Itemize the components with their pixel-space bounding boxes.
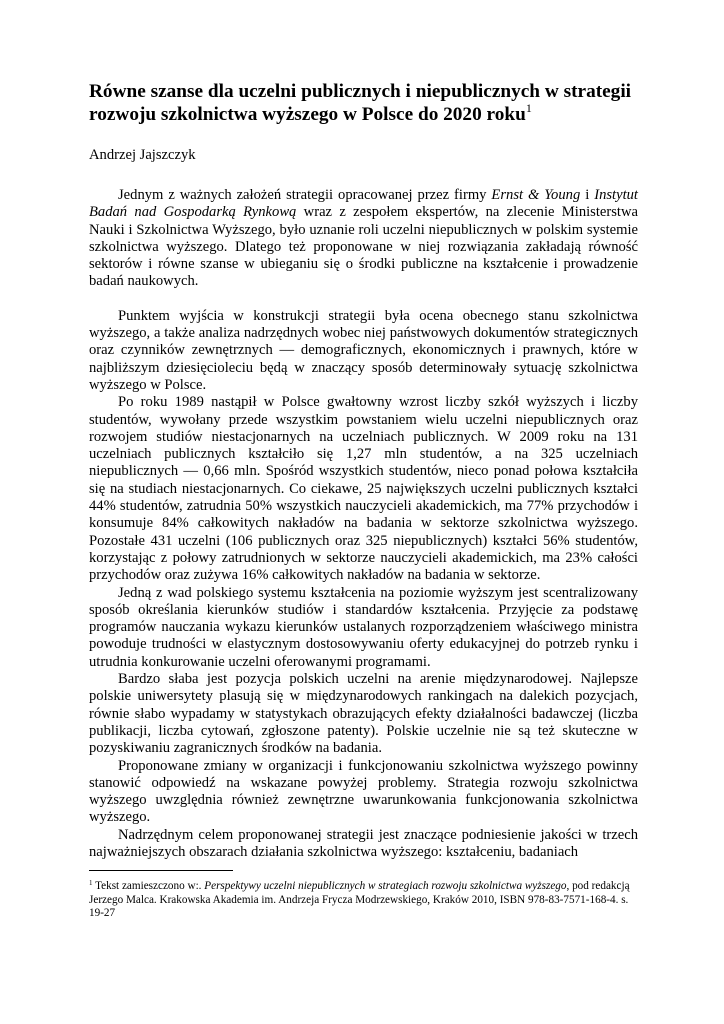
footnote-divider — [89, 870, 233, 871]
company-name: Ernst & Young — [491, 187, 581, 203]
paragraph-intro — [89, 187, 638, 291]
title-text: Równe szanse dla uczelni publicznych i niepublicznych w strategii rozwoju szkolnictwa wyższego w Polsce do 2020 roku — [89, 81, 632, 125]
page-title — [89, 80, 638, 126]
paragraph-proposed-changes: Proponowane zmiany w organizacji i funkcjonowaniu szkolnictwa wyższego powinny stanowić odpowiedź na wskazane powyżej problemy. Strategia rozwoju szkolnictwa wyższego uwzględnia również zewnętrzne uwarunkowania funkcjonowania szkolnictwa wyższego. — [89, 757, 638, 826]
paragraph-growth-statistics: Po roku 1989 nastąpił w Polsce gwałtowny wzrost liczby szkół wyższych i liczby studentów, wywołany przede wszystkim powstaniem wielu uczelni niepublicznych oraz rozwojem studiów niestacjonarnych na uczelniach publicznych. W 2009 roku na 131 uczelniach publicznych kształciło się 1,27 mln studentów, a na 325 uczelniach niepublicznych — 0,66 mln. Spośród wszystkich studentów, nieco ponad połowa kształciła się na studiach niestacjonarnych. Co ciekawe, 25 największych uczelni publicznych kształci 44% studentów, zatrudnia 50% wszystkich nauczycieli akademickich, ma 77% przychodów i konsumuje 84% całkowitych nakładów na badania w sektorze szkolnictwa wyższego. Pozostałe 431 uczelni (106 publicznych oraz 325 niepublicznych) kształci 56% studentów, korzystając z połowy zatrudnionych w sektorze nauczycieli akademickich, ma 23% całości przychodów oraz zużywa 16% całkowitych nakładów na badania w sektorze. — [89, 394, 638, 584]
paragraph-international-position: Bardzo słaba jest pozycja polskich uczelni na arenie międzynarodowej. Najlepsze polskie uniwersytety plasują się w międzynarodowych rankingach na dalekich pozycjach, równie słabo wypadamy w statystykach obrazujących efekty działalności badawczej (liczba publikacji, liczba cytowań, zgłoszone patenty). Polskie uczelnie nie są też skuteczne w pozyskiwaniu zagranicznych środków na badania. — [89, 671, 638, 757]
paragraph-text: wraz z zespołem ekspertów, na zlecenie Ministerstwa Nauki i Szkolnictwa Wyższego, było uznanie roli uczelni niepublicznych w polskim systemie szkolnictwa wyższego. Dlatego też proponowane w niej rozwiązania zakładają równość sektorów i równe szanse w ubieganiu się o środki publiczne na kształcenie i prowadzenie badań naukowych. — [89, 204, 639, 290]
paragraph-text: i — [580, 187, 595, 203]
footnote — [89, 880, 638, 921]
footnote-text: , pod redakcją Jerzego Malca. Krakowska Akademia im. Andrzeja Frycza Modrzewskiego, Kraków 2010, ISBN 978-83-7571-168-4. s. 19-27 — [89, 880, 630, 920]
footnote-book-title: Perspektywy uczelni niepublicznych w strategiach rozwoju szkolnictwa wyższego — [204, 880, 567, 892]
paragraph-centralization: Jedną z wad polskiego systemu kształcenia na poziomie wyższym jest scentralizowany sposób określania kierunków studiów i standardów kształcenia. Przyjęcie za podstawę programów nauczania wykazu kierunków ustalanych rozporządzeniem właściwego ministra powoduje trudności w elastycznym dostosowywaniu oferty edukacyjnej do potrzeb rynku i utrudnia konkurowanie uczelni oferowanymi programami. — [89, 584, 638, 670]
footnote-text: Tekst zamieszczono w:. — [92, 880, 205, 892]
paragraph-starting-point: Punktem wyjścia w konstrukcji strategii była ocena obecnego stanu szkolnictwa wyższego, a także analiza nadrzędnych wobec niej państwowych dokumentów strategicznych oraz czynników zewnętrznych — demograficznych, ekonomicznych i prawnych, które w najbliższym dziesięcioleciu będą w znaczący sposób determinowały sytuację szkolnictwa wyższego w Polsce. — [89, 307, 638, 393]
page-content — [89, 80, 638, 861]
title-footnote-mark[interactable]: 1 — [525, 101, 532, 115]
institute-name: Instytut Badań nad Gospodarką Rynkową — [89, 187, 638, 221]
paragraph-text: Jednym z ważnych założeń strategii opracowanej przez firmy — [118, 187, 492, 203]
footnote-mark: 1 — [89, 879, 93, 887]
author-name: Andrzej Jajszczyk — [89, 147, 196, 163]
paragraph-main-goal: Nadrzędnym celem proponowanej strategii jest znaczące podniesienie jakości w trzech najważniejszych obszarach działania szkolnictwa wyższego: kształceniu, badaniach — [89, 826, 638, 860]
